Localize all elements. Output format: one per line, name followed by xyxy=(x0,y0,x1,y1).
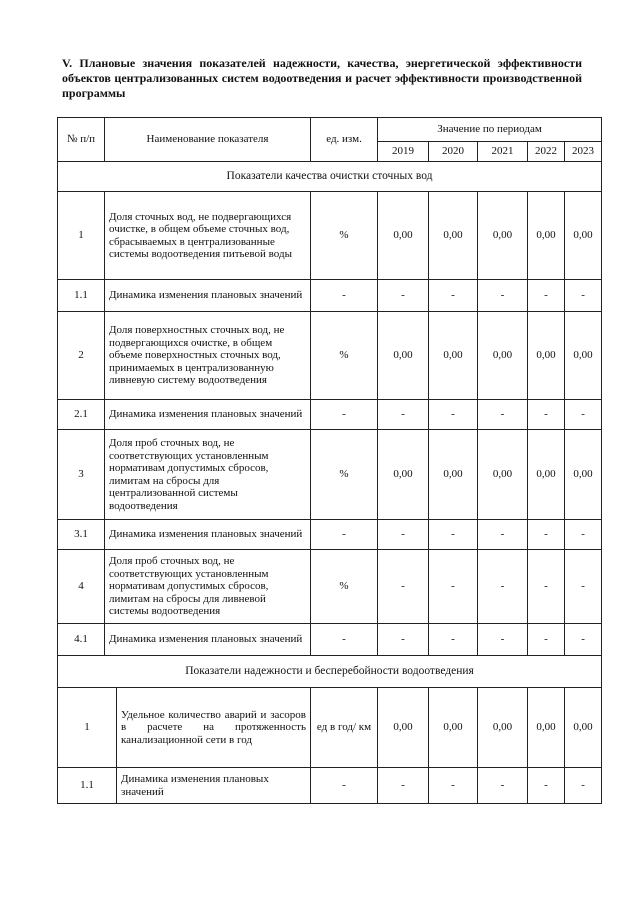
section-title: Показатели надежности и бесперебойности водоотведения xyxy=(58,656,602,688)
value-cell: - xyxy=(478,624,528,656)
value-cell: - xyxy=(565,400,602,430)
table-row xyxy=(58,768,602,804)
value-cell: - xyxy=(565,768,602,804)
table-row xyxy=(58,624,602,656)
table-row xyxy=(58,280,602,312)
value-cell: 0,00 xyxy=(528,688,565,768)
value-cell: - xyxy=(478,400,528,430)
year-cell: 2023 xyxy=(565,142,602,162)
indicators-table xyxy=(57,117,602,804)
value-cell: - xyxy=(565,520,602,550)
section-title: Показатели качества очистки сточных вод xyxy=(58,162,602,192)
header-name: Наименование показателя xyxy=(105,118,311,162)
row-name: Динамика изменения плановых значений xyxy=(117,768,311,804)
value-cell: 0,00 xyxy=(429,192,478,280)
value-cell: - xyxy=(478,550,528,624)
value-cell: - xyxy=(565,550,602,624)
value-cell: - xyxy=(429,550,478,624)
value-cell: - xyxy=(429,280,478,312)
table-row xyxy=(58,688,602,768)
header-row xyxy=(58,118,602,142)
value-cell: 0,00 xyxy=(565,312,602,400)
value-cell: 0,00 xyxy=(565,688,602,768)
value-cell: - xyxy=(429,400,478,430)
row-unit: - xyxy=(311,768,378,804)
table-row xyxy=(58,312,602,400)
row-num: 4 xyxy=(58,550,105,624)
header-unit: ед. изм. xyxy=(311,118,378,162)
table-row xyxy=(58,192,602,280)
value-cell: 0,00 xyxy=(478,192,528,280)
value-cell: - xyxy=(528,400,565,430)
row-unit: - xyxy=(311,624,378,656)
value-cell: 0,00 xyxy=(378,688,429,768)
value-cell: 0,00 xyxy=(429,312,478,400)
table-row xyxy=(58,430,602,520)
row-num: 1 xyxy=(58,192,105,280)
year-cell: 2020 xyxy=(429,142,478,162)
row-num: 1.1 xyxy=(58,280,105,312)
value-cell: - xyxy=(478,768,528,804)
row-num: 4.1 xyxy=(58,624,105,656)
row-num: 3.1 xyxy=(58,520,105,550)
value-cell: - xyxy=(429,520,478,550)
header-num: № п/п xyxy=(58,118,105,162)
row-unit: % xyxy=(311,192,378,280)
section-row xyxy=(58,162,602,192)
value-cell: 0,00 xyxy=(478,430,528,520)
value-cell: - xyxy=(378,400,429,430)
row-unit: - xyxy=(311,280,378,312)
value-cell: - xyxy=(565,624,602,656)
row-name: Динамика изменения плановых значений xyxy=(105,520,311,550)
value-cell: 0,00 xyxy=(528,192,565,280)
value-cell: 0,00 xyxy=(528,430,565,520)
value-cell: - xyxy=(528,624,565,656)
value-cell: - xyxy=(478,520,528,550)
value-cell: - xyxy=(528,520,565,550)
value-cell: 0,00 xyxy=(565,430,602,520)
value-cell: 0,00 xyxy=(378,192,429,280)
value-cell: 0,00 xyxy=(429,430,478,520)
value-cell: - xyxy=(378,768,429,804)
value-cell: - xyxy=(565,280,602,312)
section-heading: V. Плановые значения показателей надежности, качества, энергетической эффективности объектов централизованных систем водоотведения и расчет эффективности производственной программы xyxy=(62,56,582,100)
value-cell: - xyxy=(378,280,429,312)
value-cell: - xyxy=(429,768,478,804)
table-row xyxy=(58,400,602,430)
row-name: Доля сточных вод, не подвергающихся очистке, в общем объеме сточных вод, сбрасываемых в централизованные системы водоотведения питьевой воды xyxy=(105,192,311,280)
row-name: Доля поверхностных сточных вод, не подвергающихся очистке, в общем объеме поверхностных сточных вод, принимаемых в централизованную ливневую систему водоотведения xyxy=(105,312,311,400)
value-cell: - xyxy=(378,624,429,656)
row-unit: % xyxy=(311,430,378,520)
year-cell: 2022 xyxy=(528,142,565,162)
value-cell: 0,00 xyxy=(378,312,429,400)
row-unit: % xyxy=(311,312,378,400)
value-cell: 0,00 xyxy=(378,430,429,520)
row-num: 1.1 xyxy=(58,768,117,804)
row-num: 3 xyxy=(58,430,105,520)
value-cell: - xyxy=(478,280,528,312)
row-name: Динамика изменения плановых значений xyxy=(105,400,311,430)
value-cell: 0,00 xyxy=(565,192,602,280)
value-cell: - xyxy=(528,768,565,804)
year-cell: 2021 xyxy=(478,142,528,162)
row-name: Динамика изменения плановых значений xyxy=(105,280,311,312)
year-cell: 2019 xyxy=(378,142,429,162)
table-row xyxy=(58,550,602,624)
row-num: 1 xyxy=(58,688,117,768)
row-name: Доля проб сточных вод, не соответствующих установленным нормативам допустимых сбросов, лимитам на сбросы для централизованной системы водоотведения xyxy=(105,430,311,520)
row-unit: % xyxy=(311,550,378,624)
value-cell: - xyxy=(429,624,478,656)
row-name: Удельное количество аварий и засоров в расчете на протяженность канализационной сети в год xyxy=(117,688,311,768)
row-unit: ед в год/ км xyxy=(311,688,378,768)
value-cell: 0,00 xyxy=(478,688,528,768)
row-name: Доля проб сточных вод, не соответствующих установленным нормативам допустимых сбросов, лимитам на сбросы для ливневой системы водоотведения xyxy=(105,550,311,624)
row-name: Динамика изменения плановых значений xyxy=(105,624,311,656)
header-periods: Значение по периодам xyxy=(378,118,602,142)
value-cell: 0,00 xyxy=(429,688,478,768)
value-cell: 0,00 xyxy=(528,312,565,400)
row-unit: - xyxy=(311,520,378,550)
value-cell: - xyxy=(378,550,429,624)
value-cell: 0,00 xyxy=(478,312,528,400)
table-row xyxy=(58,520,602,550)
value-cell: - xyxy=(378,520,429,550)
row-num: 2.1 xyxy=(58,400,105,430)
row-num: 2 xyxy=(58,312,105,400)
row-unit: - xyxy=(311,400,378,430)
value-cell: - xyxy=(528,280,565,312)
value-cell: - xyxy=(528,550,565,624)
section-row xyxy=(58,656,602,688)
